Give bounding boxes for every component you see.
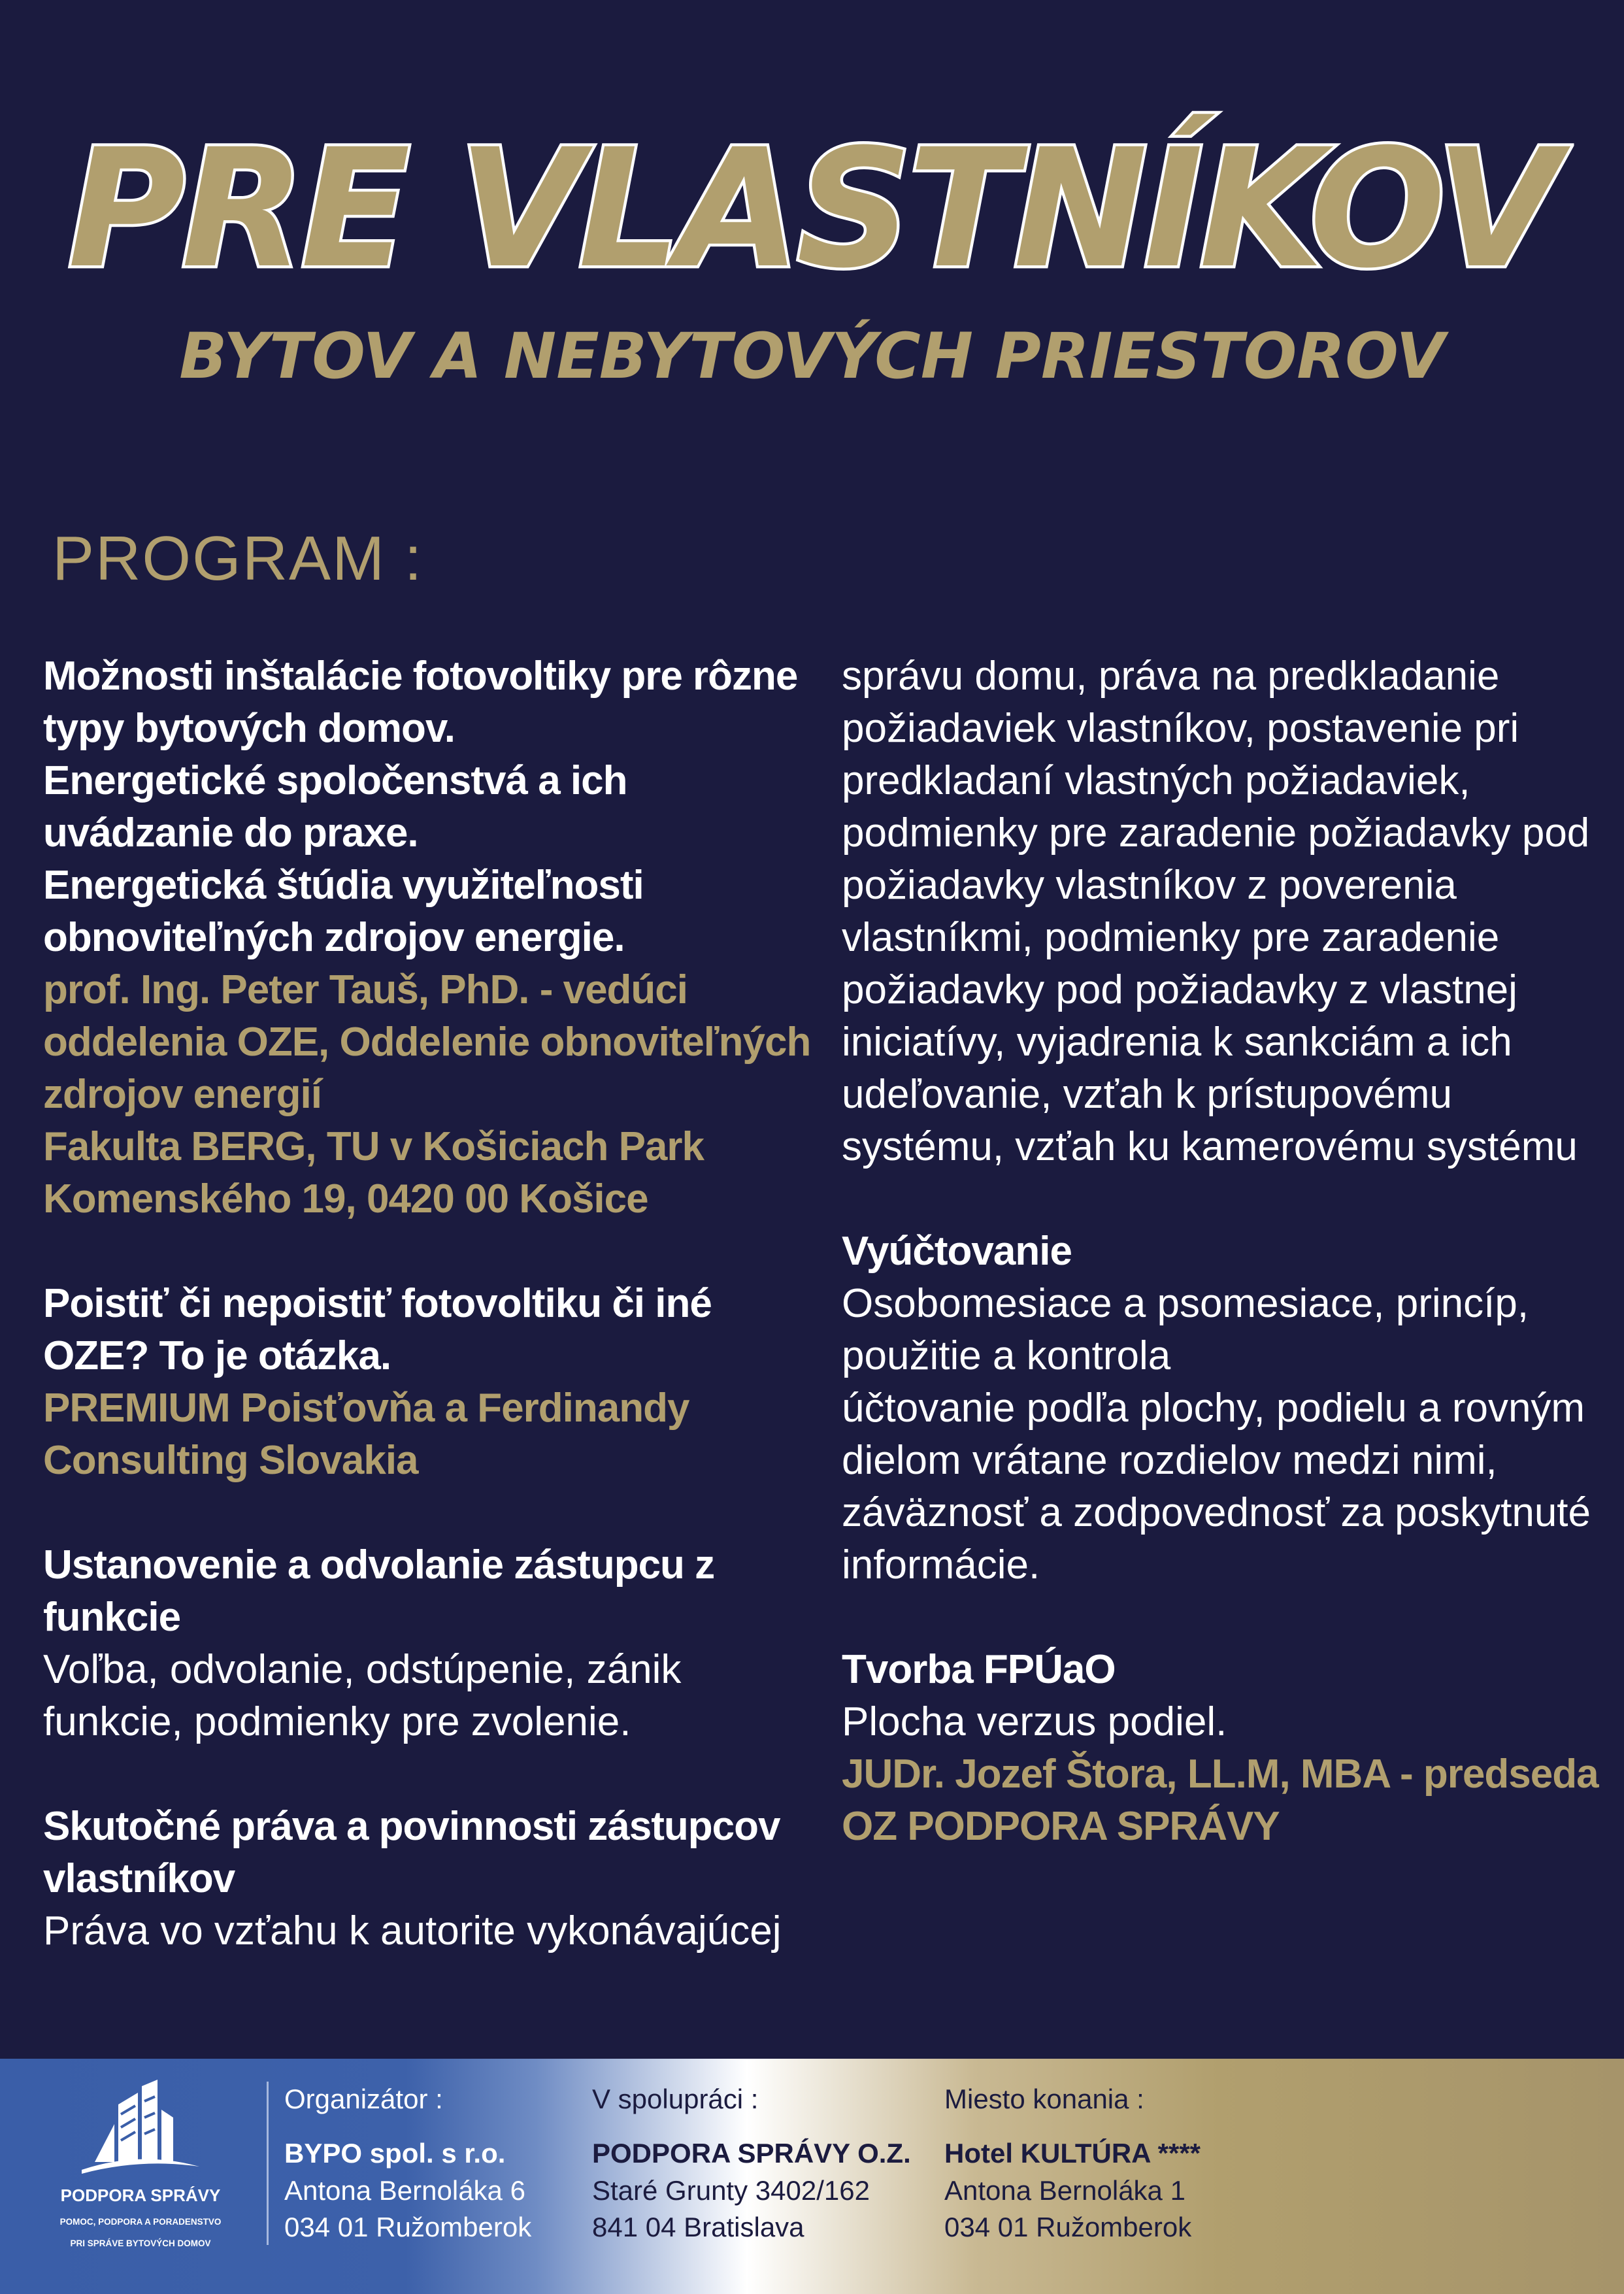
- building-logo-icon: [75, 2078, 206, 2176]
- logo-tagline: POMOC, PODPORA A PORADENSTVO: [59, 2217, 222, 2227]
- partner-block: [592, 2082, 911, 2246]
- organizer-address-line: Antona Bernoláka 6: [284, 2175, 525, 2206]
- topic-title: Energetické spoločenstvá a ich uvádzanie do praxe.: [43, 758, 627, 856]
- speaker-name: PREMIUM Poisťovňa a Ferdinandy Consulting Slovakia: [43, 1386, 689, 1483]
- topic-title: Skutočné práva a povinnosti zástupcov vlastníkov: [43, 1804, 780, 1901]
- podpora-sprav-logo: [33, 2078, 248, 2249]
- topic-title: Poistiť či nepoistiť fotovoltiku či iné OZE? To je otázka.: [43, 1281, 712, 1378]
- organizer-block: [284, 2082, 531, 2246]
- organizer-address-line: 034 01 Ružomberok: [284, 2212, 532, 2242]
- poster-subtitle: BYTOV A NEBYTOVÝCH PRIESTOROV: [179, 320, 1445, 393]
- organizer-label: Organizátor :: [284, 2084, 443, 2114]
- topic-text: Voľba, odvolanie, odstúpenie, zánik funkcie, podmienky pre zvolenie.: [43, 1647, 682, 1744]
- organizer-name: BYPO spol. s r.o.: [284, 2138, 506, 2169]
- speaker-address: Fakulta BERG, TU v Košiciach Park Komenského 19, 0420 00 Košice: [43, 1124, 704, 1222]
- logo-name: PODPORA SPRÁVY: [60, 2186, 221, 2205]
- venue-block: [944, 2082, 1201, 2246]
- speaker-name: prof. Ing. Peter Tauš, PhD. - vedúci oddelenia OZE, Oddelenie obnoviteľných zdrojov energií: [43, 967, 811, 1117]
- topic-title: Energetická štúdia využiteľnosti obnoviteľných zdrojov energie.: [43, 863, 644, 960]
- venue-address-line: Antona Bernoláka 1: [944, 2175, 1185, 2206]
- footer-divider: [267, 2082, 269, 2245]
- venue-address-line: 034 01 Ružomberok: [944, 2212, 1192, 2242]
- logo-tagline: PRI SPRÁVE BYTOVÝCH DOMOV: [70, 2238, 211, 2248]
- poster-title: PRE VLASTNÍKOV: [67, 114, 1556, 304]
- venue-label: Miesto konania :: [944, 2084, 1144, 2114]
- program-left-column: [43, 650, 814, 1957]
- topic-text: Plocha verzus podiel.: [842, 1699, 1227, 1744]
- partner-address-line: 841 04 Bratislava: [592, 2212, 804, 2242]
- footer-bar: [0, 2059, 1624, 2294]
- program-heading: PROGRAM :: [52, 524, 423, 593]
- topic-title: Vyúčtovanie: [842, 1229, 1072, 1274]
- partner-label: V spolupráci :: [592, 2084, 759, 2114]
- program-right-column: [842, 650, 1600, 1853]
- topic-title: Možnosti inštalácie fotovoltiky pre rôzne typy bytových domov.: [43, 654, 798, 751]
- topic-title: Tvorba FPÚaO: [842, 1647, 1116, 1692]
- topic-text: Osobomesiace a psomesiace, princíp, použitie a kontrola: [842, 1281, 1529, 1378]
- topic-text: účtovanie podľa plochy, podielu a rovným dielom vrátane rozdielov medzi nimi, záväznosť a zodpovednosť za poskytnuté informácie.: [842, 1386, 1591, 1588]
- topic-text: Práva vo vzťahu k autorite vykonávajúcej: [43, 1908, 782, 1953]
- speaker-name: JUDr. Jozef Štora, LL.M, MBA - predseda OZ PODPORA SPRÁVY: [842, 1752, 1599, 1849]
- topic-text: správu domu, práva na predkladanie požiadaviek vlastníkov, postavenie pri predkladaní vlastných požiadaviek, podmienky pre zaradenie požiadavky pod požiadavky vlastníkov z poverenia vlastníkmi, podmienky pre zaradenie požiadavky pod požiadavky z vlastnej iniciatívy, vyjadrenia k sankciám a ich udeľovanie, vzťah k prístupovému systému, vzťah ku kamerovému systému: [842, 654, 1590, 1169]
- partner-name: PODPORA SPRÁVY O.Z.: [592, 2138, 911, 2169]
- partner-address-line: Staré Grunty 3402/162: [592, 2175, 870, 2206]
- topic-title: Ustanovenie a odvolanie zástupcu z funkcie: [43, 1542, 715, 1640]
- venue-name: Hotel KULTÚRA ****: [944, 2138, 1201, 2169]
